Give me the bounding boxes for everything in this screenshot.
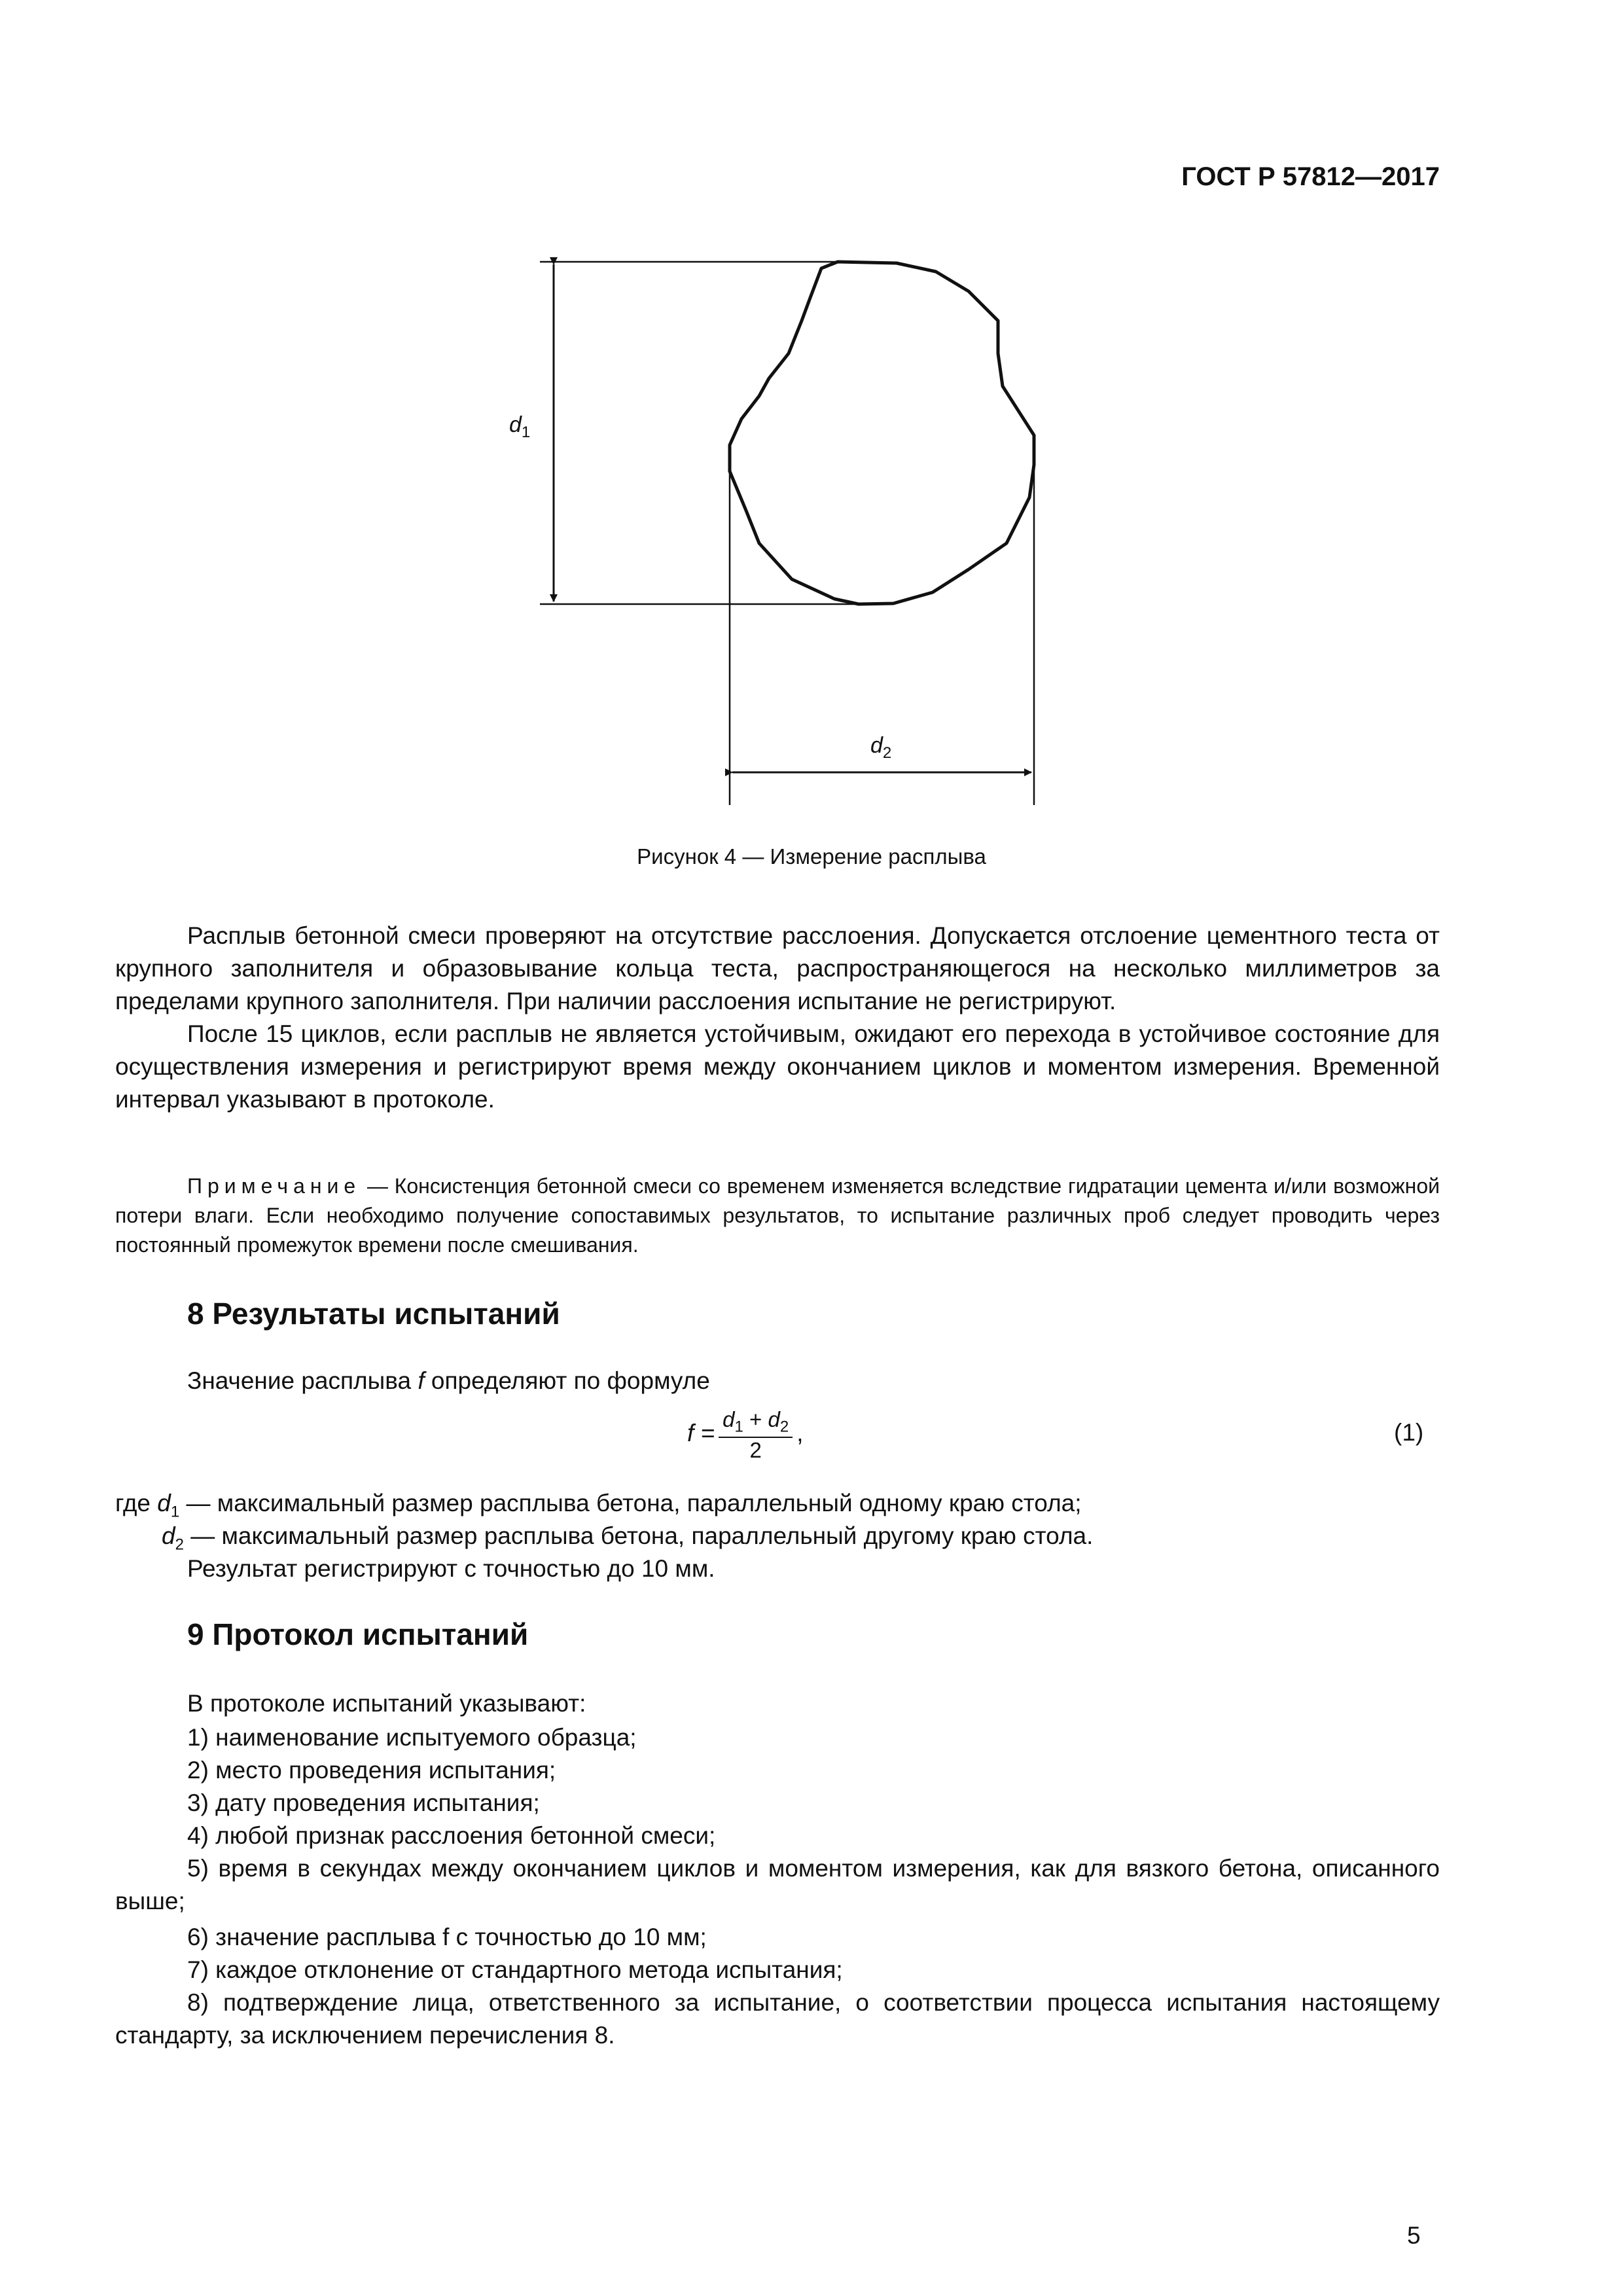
spread-measurement-figure xyxy=(510,249,1099,828)
spread-diagram xyxy=(510,249,1099,825)
protocol-item: 7) каждое отклонение от стандартного метода испытания; xyxy=(187,1956,843,1983)
section-9-heading: 9 Протокол испытаний xyxy=(187,1617,529,1651)
document-code: ГОСТ Р 57812—2017 xyxy=(1181,162,1440,191)
formula-intro: Значение расплыва f определяют по формуле xyxy=(187,1367,710,1394)
note-text: — Консистенция бетонной смеси со временем изменяется вследствие гидратации цемента и/или возможной потери влаги. Если необходимо получение сопоставимых результатов, то испытание различных проб следует проводить через постоянный промежуток времени после смешивания. xyxy=(115,1174,1440,1257)
result-precision: Результат регистрируют с точностью до 10 мм. xyxy=(187,1555,715,1582)
note-label: Примечание xyxy=(187,1174,361,1198)
paragraph: Расплыв бетонной смеси проверяют на отсутствие расслоения. Допускается отслоение цементного теста от крупного заполнителя и образовывание кольца теста, распространяющегося на несколько миллиметров за пределами крупного заполнителя. При наличии расслоения испытание не регистрируют. xyxy=(115,922,1440,1014)
concrete-spread-outline xyxy=(730,262,1034,604)
protocol-item: 1) наименование испытуемого образца; xyxy=(187,1724,637,1751)
definition-d1: где $d_1$ — максимальный размер расплыва бетона, параллельный одному краю стола; xyxy=(115,1490,1082,1521)
protocol-item: 3) дату проведения испытания; xyxy=(187,1789,540,1816)
section-8-heading: 8 Результаты испытаний xyxy=(187,1297,560,1331)
note xyxy=(115,1172,1440,1260)
protocol-intro: В протоколе испытаний указывают: xyxy=(187,1690,586,1717)
protocol-item: 6) значение расплыва f с точностью до 10 мм; xyxy=(187,1924,707,1950)
d2-label: $d_2$ xyxy=(870,733,892,762)
equation-number: (1) xyxy=(1394,1419,1424,1446)
formula: f = $\frac{d_1 + d_2}{2}$ , xyxy=(687,1407,804,1462)
protocol-item: 5) время в секундах между окончанием циклов и моментом измерения, как для вязкого бетона, описанного выше; xyxy=(115,1855,1440,1914)
body-paragraphs xyxy=(115,920,1440,1116)
definition-d2: $d_2$ — максимальный размер расплыва бетона, параллельный другому краю стола. xyxy=(162,1522,1094,1554)
d1-label: $d_1$ xyxy=(509,412,531,441)
paragraph: После 15 циклов, если расплыв не является устойчивым, ожидают его перехода в устойчивое состояние для осуществления измерения и регистрируют время между окончанием циклов и моментом измерения. Временной интервал указывают в протоколе. xyxy=(115,1020,1440,1113)
protocol-item: 8) подтверждение лица, ответственного за испытание, о соответствии процесса испытания настоящему стандарту, за исключением перечисления 8. xyxy=(115,1989,1440,2049)
protocol-item: 2) место проведения испытания; xyxy=(187,1757,556,1784)
page-number: 5 xyxy=(1407,2222,1421,2249)
figure-caption: Рисунок 4 — Измерение расплыва xyxy=(637,844,986,869)
protocol-item: 4) любой признак расслоения бетонной смеси; xyxy=(187,1822,716,1849)
